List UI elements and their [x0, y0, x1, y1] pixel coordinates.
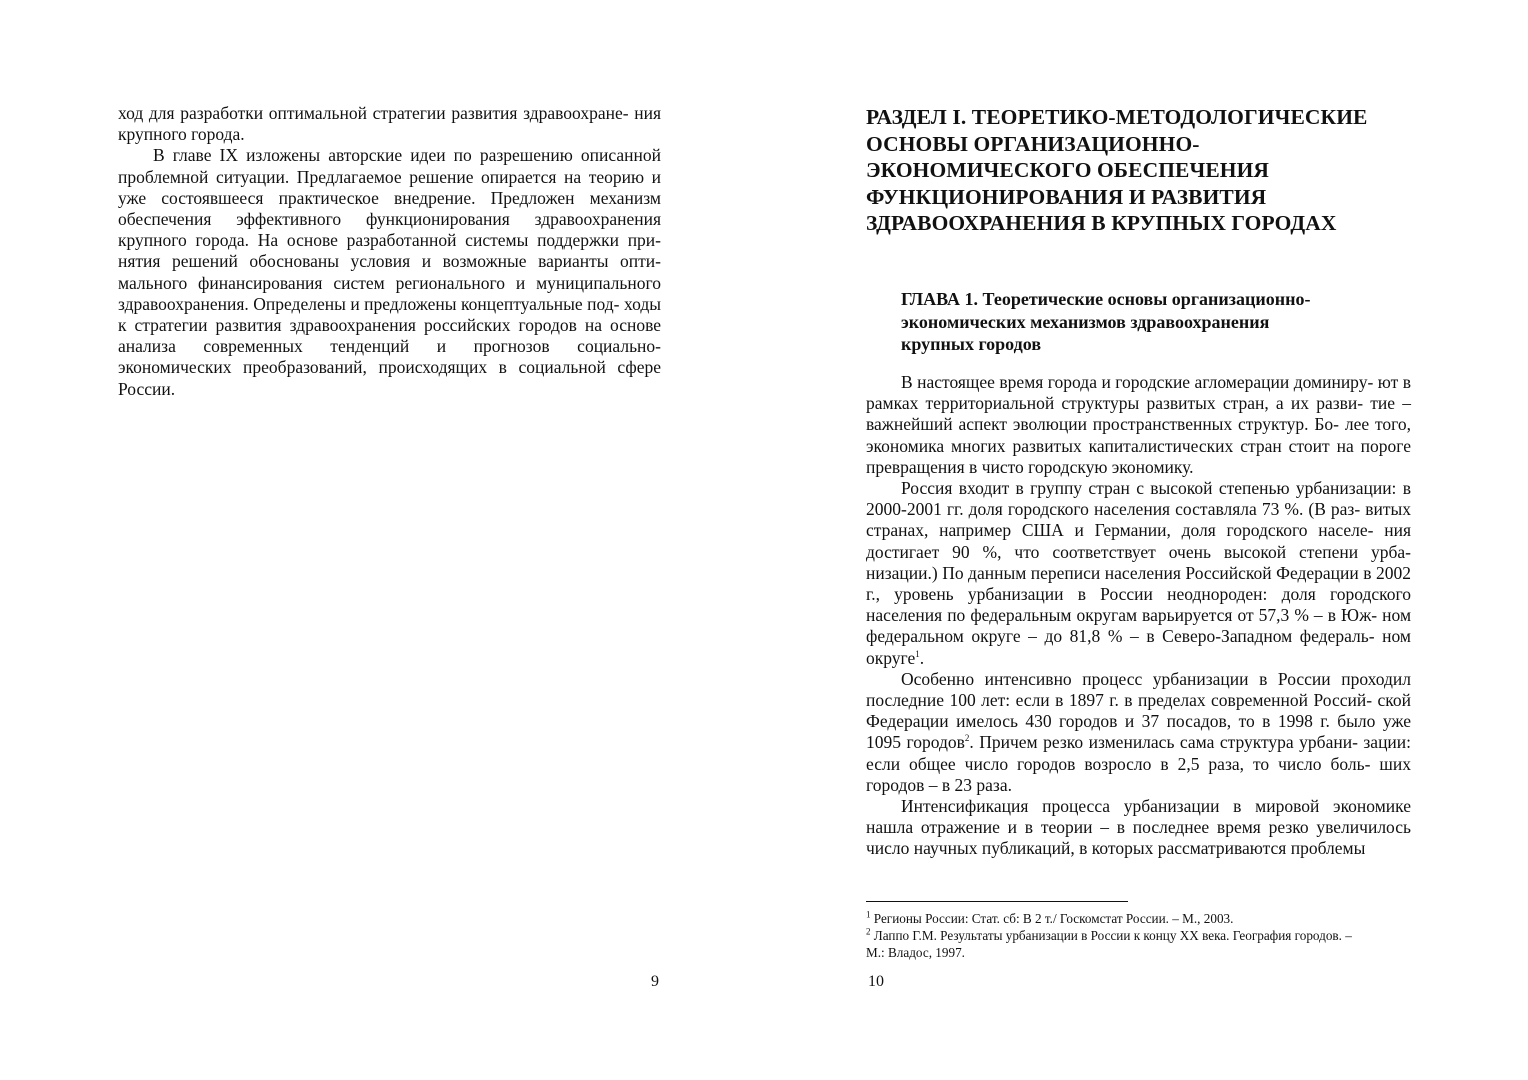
footnote-mark: 1	[915, 648, 920, 659]
section-title-line: РАЗДЕЛ I. ТЕОРЕТИКО-МЕТОДОЛОГИЧЕСКИЕ	[866, 105, 1368, 129]
text-line: проблемной ситуации. Предлагаемое решение опирается на теорию и	[118, 166, 661, 187]
text-line: мального финансирования систем регионального и муниципального	[118, 272, 661, 293]
footnote	[866, 944, 1426, 961]
paragraph	[866, 372, 1411, 478]
page-number: 10	[868, 973, 884, 990]
section-title-line: ЗДРАВООХРАНЕНИЯ В КРУПНЫХ ГОРОДАХ	[866, 211, 1337, 235]
text-line: России.	[118, 378, 176, 399]
text-line: лее того, экономика многих развитых капиталистических стран стоит	[866, 414, 1411, 456]
text-line: крупного города. На основе разработанной системы поддержки при-	[118, 230, 661, 251]
text-line: зации: если общее число городов возросло в 2,5 раза, то число боль-	[866, 732, 1412, 774]
section-title	[866, 104, 1426, 237]
text-line: последние 100 лет: если в 1897 г. в пределах современной Россий-	[866, 690, 1373, 711]
paragraph	[866, 796, 1411, 860]
text-line: обеспечения эффективного функционирования здравоохранения	[118, 209, 661, 230]
chapter-title-line: ГЛАВА 1. Теоретические основы организационно-	[901, 289, 1311, 309]
section-title-line: ФУНКЦИОНИРОВАНИЯ И РАЗВИТИЯ	[866, 184, 1267, 209]
footnote	[866, 910, 1426, 927]
text-line: ших городов – в 23 раза.	[866, 753, 1411, 795]
text-line: ской Федерации имелось 430 городов и 37 посадов, то в 1998 г. было	[866, 690, 1411, 732]
text-line: низации.) По данным переписи населения Российской Федерации в	[866, 562, 1372, 583]
page-number: 9	[651, 973, 659, 990]
text-line: Россия входит в группу стран с высокой степенью урбанизации:	[901, 478, 1397, 499]
text-line: уже состоявшееся практическое внедрение. Предложен механизм	[118, 187, 661, 208]
text-line: ход для разработки оптимальной стратегии развития здравоохране-	[118, 103, 629, 123]
text-line: населения по федеральным округам варьируется от 57,3 % – в Юж-	[866, 605, 1378, 626]
text-line: число научных публикаций, в которых рассматриваются проблемы	[866, 838, 1366, 859]
chapter-title	[901, 288, 1381, 356]
footnote-text: Регионы России: Стат. сб: В 2 т./ Госкомстат России. – М., 2003.	[870, 911, 1234, 926]
text-line: ния достигает 90 %, что соответствует очень высокой степени урба-	[866, 520, 1411, 562]
text-line: нашла отражение и в теории – в последнее время резко увеличилось	[866, 817, 1411, 838]
text-line: ходы к стратегии развития здравоохранения российских городов на	[118, 293, 661, 336]
text-line: экономических преобразований, происходящих в социальной сфере	[118, 357, 661, 378]
text-line: В главе IX изложены авторские идеи по разрешению описанной	[153, 145, 661, 166]
chapter-title-line: крупных городов	[901, 334, 1042, 354]
footnote-mark: 1	[866, 909, 871, 920]
footnote-mark: 2	[964, 733, 970, 744]
text-line: здравоохранения. Определены и предложены концептуальные под-	[118, 293, 620, 314]
left-page-text	[118, 103, 661, 400]
footnote-text: М.: Владос, 1997.	[866, 945, 965, 960]
footnotes	[866, 910, 1426, 961]
text-line: нятия решений обоснованы условия и возможные варианты опти-	[118, 251, 661, 272]
footnote	[866, 927, 1426, 944]
section-title-line: ОСНОВЫ ОРГАНИЗАЦИОННО-	[866, 131, 1200, 156]
text-line: тие – важнейший аспект эволюции пространственных структур. Бо-	[866, 393, 1412, 435]
text-line: в 2000-2001 гг. доля городского населения составляла 73 %. (В раз-	[866, 478, 1412, 520]
text-line: В настоящее время города и городские агломерации доминиру-	[901, 372, 1374, 392]
chapter-title-line: экономических механизмов здравоохранения	[901, 311, 1270, 332]
section-title-line: ЭКОНОМИЧЕСКОГО ОБЕСПЕЧЕНИЯ	[866, 158, 1270, 182]
paragraph	[118, 145, 661, 399]
text-line: уже 1095 городов	[866, 711, 1411, 753]
text-line: ния крупного города.	[118, 103, 662, 145]
text-line: ном федеральном округе – до 81,8 % – в Северо-Западном федераль-	[866, 605, 1412, 647]
footnote-mark: 2	[866, 926, 871, 937]
text-line: на пороге превращения в чисто городскую экономику.	[866, 435, 1412, 477]
text-line: .	[919, 647, 925, 668]
text-line: Интенсификация процесса урбанизации в мировой экономике	[901, 796, 1411, 817]
text-line: основе анализа современных тенденций и прогнозов социально-	[118, 315, 662, 357]
text-line: Особенно интенсивно процесс урбанизации в России проходил	[901, 668, 1411, 689]
text-line: витых странах, например США и Германии, доля городского населе-	[866, 499, 1412, 541]
text-line: 2002 г., уровень урбанизации в России неоднороден: доля городского	[866, 562, 1411, 605]
text-line: ном округе	[866, 626, 1411, 668]
footnote-divider	[866, 901, 1128, 902]
paragraph	[866, 669, 1411, 796]
footnote-text: Лаппо Г.М. Результаты урбанизации в России к концу XX века. География городов. –	[870, 928, 1352, 943]
paragraph	[118, 103, 661, 145]
paragraph	[866, 478, 1411, 669]
text-line: ют в рамках территориальной структуры развитых стран, а их разви-	[866, 372, 1411, 414]
text-line: . Причем резко изменилась сама структура урбани-	[969, 732, 1358, 753]
right-page	[764, 0, 1528, 1080]
right-page-text	[866, 372, 1411, 860]
